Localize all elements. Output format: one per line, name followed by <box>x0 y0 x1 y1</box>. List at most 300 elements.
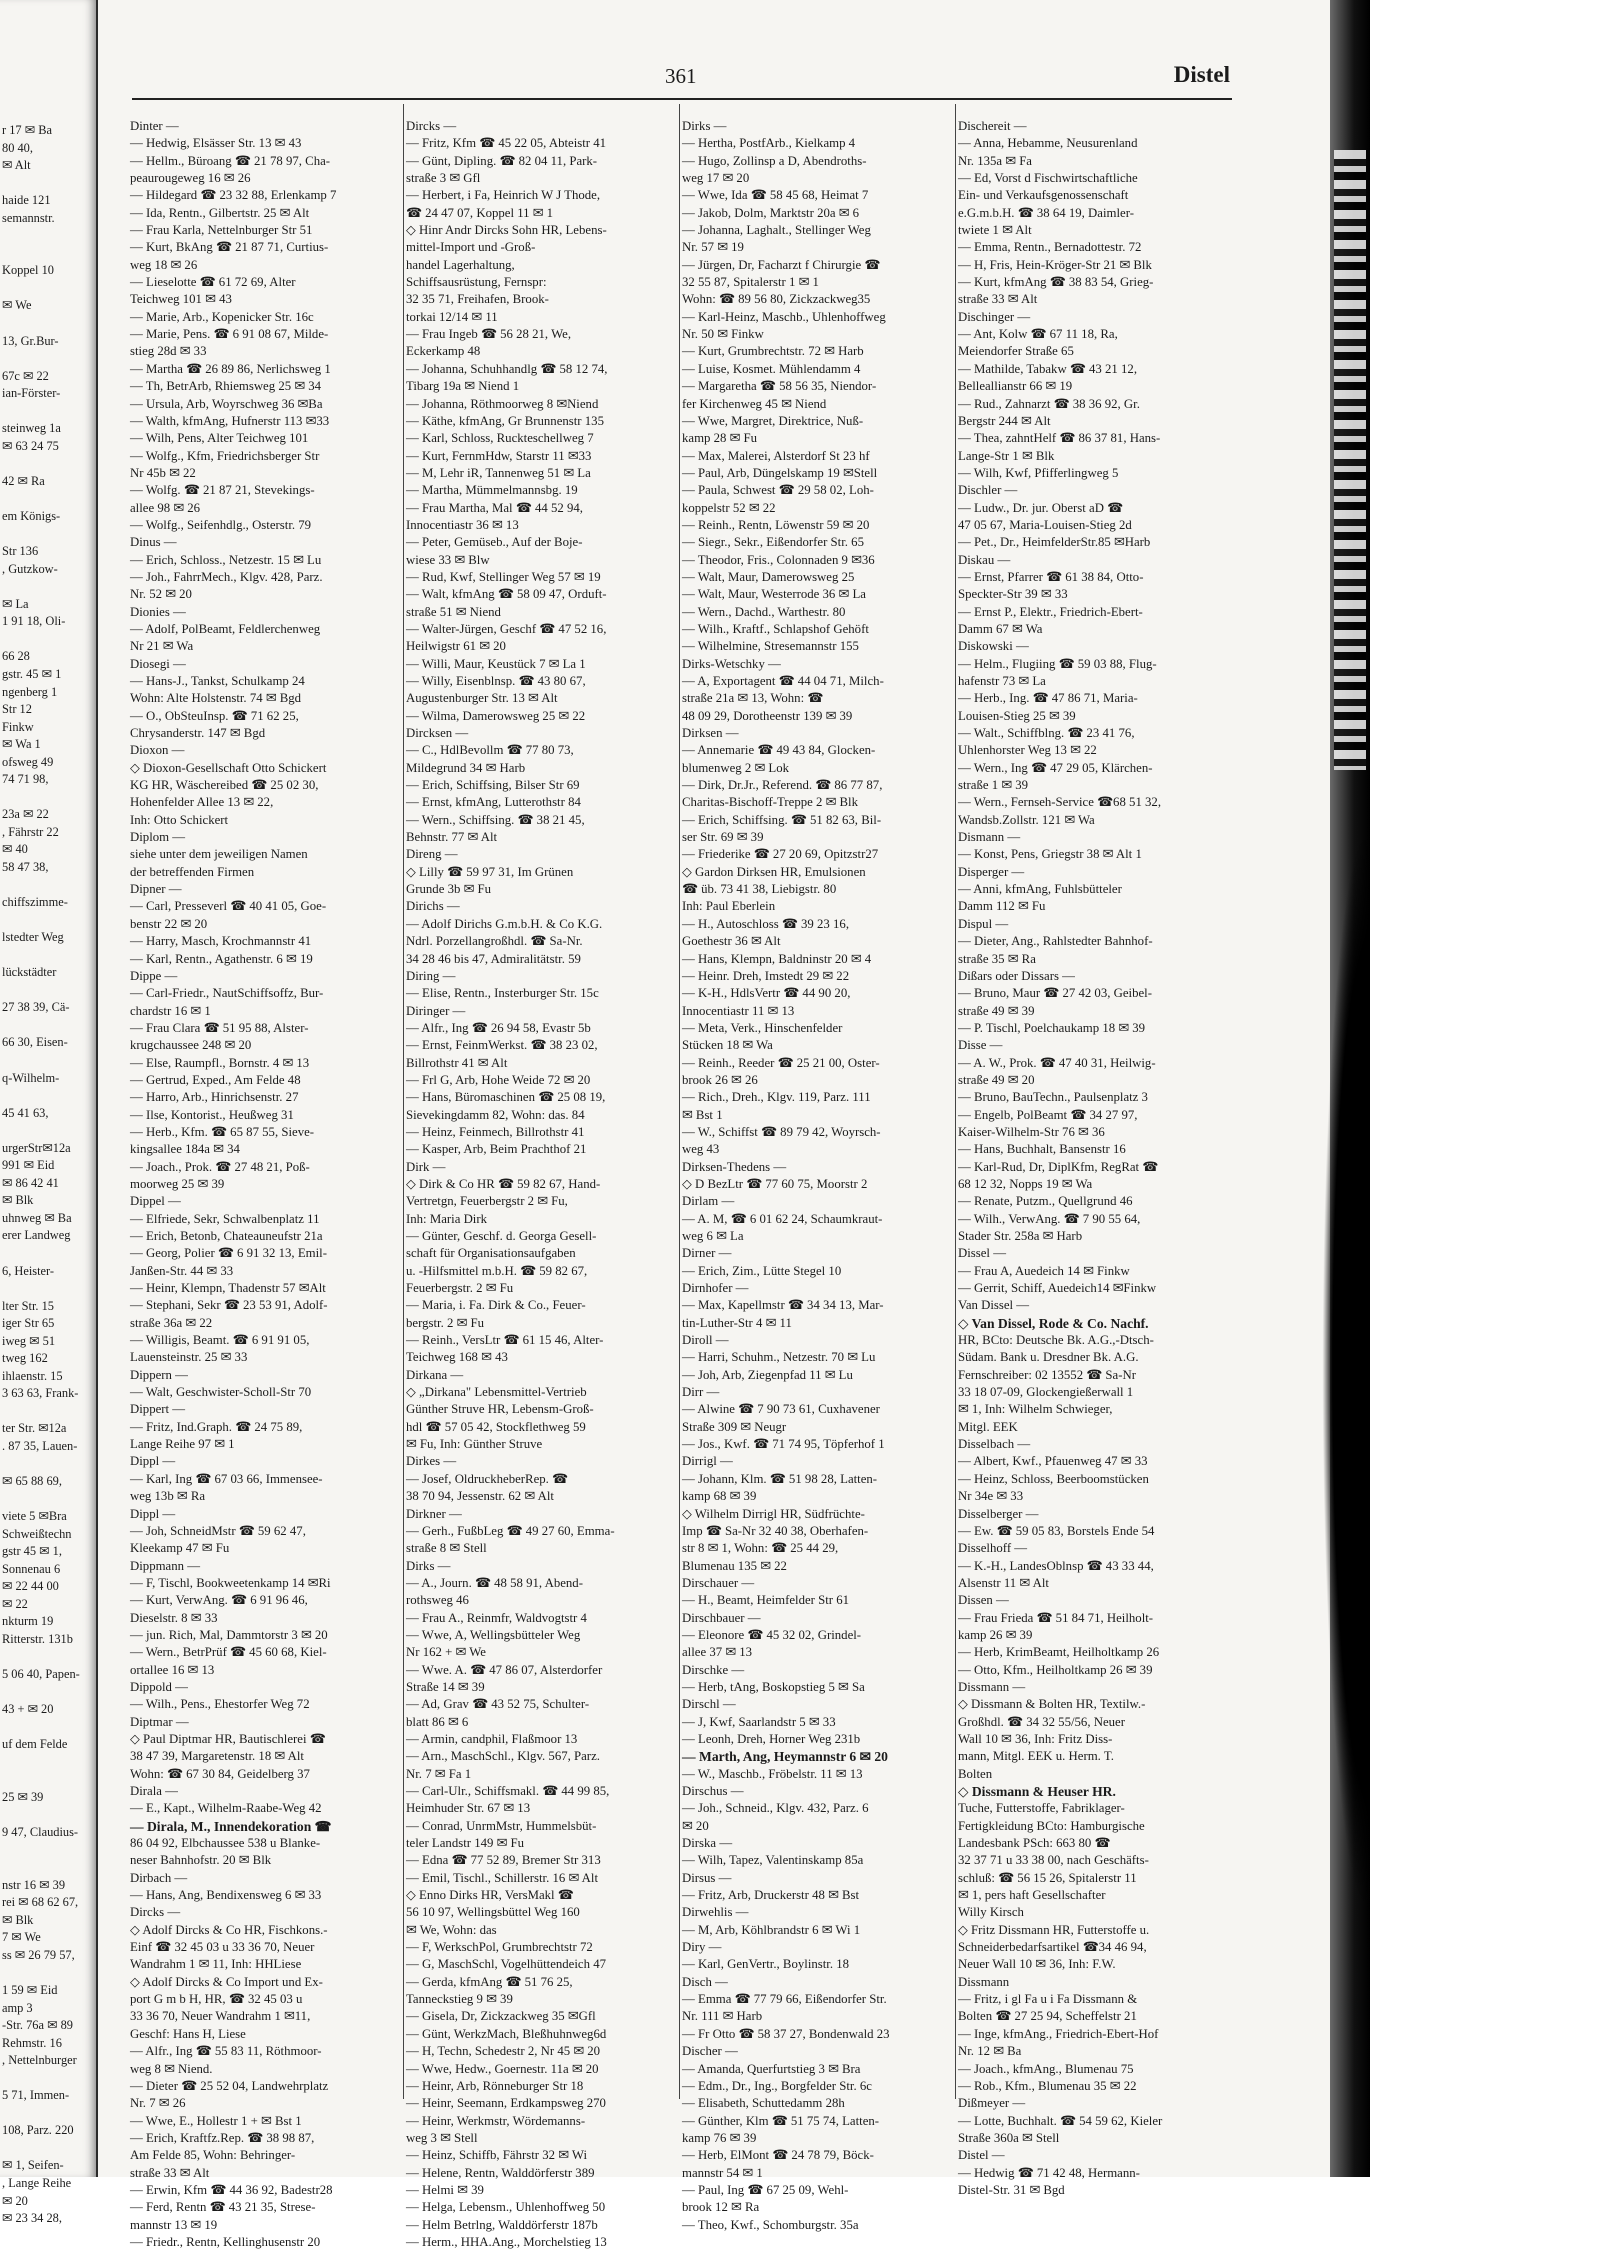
previous-page-line: q-Wilhelm- <box>2 1070 60 1085</box>
directory-entry-line: Stader Str. 258a ✉ Harb <box>958 1229 1083 1243</box>
directory-entry-line: Louisen-Stieg 25 ✉ 39 <box>958 708 1076 723</box>
surname-heading: Dippl — <box>130 1454 176 1469</box>
surname-heading: Dippert — <box>130 1402 186 1417</box>
surname-heading: Diring — <box>406 968 456 983</box>
previous-page-line: 58 47 38, <box>2 859 49 874</box>
previous-page-line: Schweißtechn <box>2 1526 72 1541</box>
previous-page-line: 13, Gr.Bur- <box>2 333 59 348</box>
previous-page-line <box>0 490 96 508</box>
directory-entry-line: — Joh., FahrrMech., Klgv. 428, Parz. <box>130 569 323 584</box>
directory-entry-line: — Hertha, PostfArb., Kielkamp 4 <box>682 136 856 151</box>
previous-page-line: urgerStr✉12a <box>2 1140 71 1155</box>
directory-entry-line: 68 12 32, Nopps 19 ✉ Wa <box>958 1176 1093 1191</box>
column-divider <box>955 104 956 2099</box>
previous-page-line: 5 71, Immen- <box>2 2088 70 2103</box>
directory-entry-line: kamp 26 ✉ 39 <box>958 1627 1033 1642</box>
previous-page-line <box>0 315 96 333</box>
previous-page-line: em Königs- <box>2 509 61 524</box>
directory-entry-line: — Joh, Arb, Ziegenpfad 11 ✉ Lu <box>682 1367 853 1382</box>
directory-entry-line: — Walter-Jürgen, Geschf ☎ 47 52 16, <box>406 621 607 636</box>
directory-entry-line: Nr. 7 ✉ 26 <box>130 2096 186 2111</box>
directory-entry-line: wiese 33 ✉ Blw <box>406 552 490 567</box>
directory-entry-line: — Rob., Kfm., Blumenau 35 ✉ 22 <box>958 2078 1137 2093</box>
directory-entry-line: — Wern., Ing ☎ 47 29 05, Klärchen- <box>958 760 1153 775</box>
previous-page-line <box>0 1052 96 1070</box>
directory-entry-line: Kleekamp 47 ✉ Fu <box>130 1541 230 1556</box>
directory-entry-line: — Max, Malerei, Alsterdorf St 23 hf <box>682 448 870 463</box>
directory-entry-line: Am Felde 85, Wohn: Behringer- <box>130 2148 296 2163</box>
directory-entry-line: schaft für Organisationsaufgaben <box>406 1246 576 1261</box>
previous-page-line <box>0 1122 96 1140</box>
directory-entry-line: — Ernst, Pfarrer ☎ 61 38 84, Otto- <box>958 569 1144 584</box>
directory-entry-line: ✉ 1, pers haft Gesellschafter <box>958 1888 1106 1903</box>
directory-entry-line: — Arn., MaschSchl., Klgv. 567, Parz. <box>406 1749 600 1764</box>
directory-entry-line: — Günt, WerkzMach, Bleßhuhnweg6d <box>406 2026 607 2041</box>
directory-entry-line: weg 3 ✉ Stell <box>406 2130 478 2145</box>
directory-entry-line: — F, WerkschPol, Grumbrechtstr 72 <box>406 1940 593 1955</box>
previous-page-line: gstr. 45 ✉ 1 <box>2 666 62 681</box>
surname-heading: Disperger — <box>958 864 1025 879</box>
surname-heading: Diroll — <box>682 1333 729 1348</box>
directory-entry-line: — H, Techn, Schedestr 2, Nr 45 ✉ 20 <box>406 2044 601 2059</box>
directory-column-3 <box>682 118 954 2232</box>
directory-entry-line: — Herm., HHA.Ang., Morchelstieg 13 <box>406 2234 607 2249</box>
directory-entry-line: — Else, Raumpfl., Bornstr. 4 ✉ 13 <box>130 1055 310 1070</box>
surname-heading: Dissel — <box>958 1246 1006 1261</box>
surname-heading: Dischler — <box>958 483 1018 498</box>
previous-page-line: , Nettelnburger <box>2 2053 77 2068</box>
directory-entry-line: — Conrad, UnrmMstr, Hummelsbüt- <box>406 1818 597 1833</box>
directory-entry-line: u. -Hilfsmittel m.b.H. ☎ 59 82 67, <box>406 1263 588 1278</box>
directory-entry-line: — W., Schiffst ☎ 89 79 42, Woyrsch- <box>682 1124 881 1139</box>
directory-entry-line: — Wwe, Hedw., Goernestr. 11a ✉ 20 <box>406 2061 599 2076</box>
directory-entry-line: — Elise, Rentn., Insterburger Str. 15c <box>406 986 599 1001</box>
directory-entry-line: — Otto, Kfm., Heilholtkamp 26 ✉ 39 <box>958 1662 1153 1677</box>
surname-heading: Diskau — <box>958 552 1011 567</box>
directory-entry-line: — G, MaschSchl, Vogelhüttendeich 47 <box>406 1957 606 1972</box>
directory-entry-line: — Hans, Klempn, Baldninstr 20 ✉ 4 <box>682 951 872 966</box>
previous-page-line: ✉ La <box>2 596 29 611</box>
previous-page-line: erer Landweg <box>2 1228 71 1243</box>
directory-entry-line: Damm 112 ✉ Fu <box>958 899 1046 914</box>
directory-entry-line: — Ludw., Dr. jur. Oberst aD ☎ <box>958 500 1124 515</box>
previous-page-line: Ritterstr. 131b <box>2 1632 73 1647</box>
directory-entry-line: Nr 21 ✉ Wa <box>130 639 194 654</box>
directory-entry-line: — Harro, Arb., Hinrichsenstr. 27 <box>130 1090 299 1105</box>
directory-entry-line: — Frau A, Auedeich 14 ✉ Finkw <box>958 1263 1130 1278</box>
directory-entry-line: — Heinr. Dreh, Imstedt 29 ✉ 22 <box>682 968 850 983</box>
directory-entry-line: Straße 14 ✉ 39 <box>406 1679 485 1694</box>
directory-entry-line: Distel-Str. 31 ✉ Bgd <box>958 2182 1065 2197</box>
directory-entry-line: 33 36 70, Neuer Wandrahm 1 ✉11, <box>130 2009 311 2024</box>
directory-entry-line: Nr. 57 ✉ 19 <box>682 240 744 255</box>
directory-entry-line: 86 04 92, Elbchaussee 538 u Blanke- <box>130 1836 321 1851</box>
previous-page-line <box>0 1087 96 1105</box>
surname-heading: Dirks — <box>682 119 727 133</box>
previous-page-line: 27 38 39, Cä- <box>2 1000 70 1015</box>
surname-heading: Dirwehlis — <box>682 1905 749 1920</box>
directory-entry-line: — Heinz, Feinmech, Billrothstr 41 <box>406 1124 585 1139</box>
directory-entry-line: e.G.m.b.H. ☎ 38 64 19, Daimler- <box>958 205 1134 220</box>
directory-entry-line: Stücken 18 ✉ Wa <box>682 1038 773 1053</box>
directory-entry-line: Schiffsausrüstung, Fernspr: <box>406 275 547 290</box>
directory-entry-line: kamp 76 ✉ 39 <box>682 2130 757 2145</box>
surname-heading: Dirsus — <box>682 1870 732 1885</box>
previous-page-line <box>0 2140 96 2158</box>
previous-page-line <box>0 1859 96 1877</box>
previous-page-line: lstedter Weg <box>2 930 64 945</box>
previous-page-line <box>0 1649 96 1667</box>
directory-entry-line: chardstr 16 ✉ 1 <box>130 1003 211 1018</box>
directory-entry-line: Neuer Wall 10 ✉ 36, Inh: F.W. <box>958 1957 1116 1972</box>
previous-page-line: 23a ✉ 22 <box>2 807 49 822</box>
directory-entry-line: — Dirk, Dr.Jr., Referend. ☎ 86 77 87, <box>682 778 883 793</box>
directory-entry-line: — A., Journ. ☎ 48 58 91, Abend- <box>406 1575 583 1590</box>
directory-entry-line: — J, Kwf, Saarlandstr 5 ✉ 33 <box>682 1714 836 1729</box>
directory-entry-line: mannstr 54 ✉ 1 <box>682 2165 763 2180</box>
directory-entry-line: — Pet., Dr., HeimfelderStr.85 ✉Harb <box>958 535 1151 550</box>
directory-entry-line: Lauensteinstr. 25 ✉ 33 <box>130 1350 248 1365</box>
surname-heading: Dirks — <box>406 1558 451 1573</box>
directory-entry-line: — Joach., Prok. ☎ 27 48 21, Poß- <box>130 1159 310 1174</box>
directory-entry-line: — Günter, Geschf. d. Georga Gesell- <box>406 1229 597 1243</box>
directory-entry-line: Behnstr. 77 ✉ Alt <box>406 830 498 845</box>
surname-heading: Discher — <box>682 2044 738 2059</box>
directory-entry-line: Nr 34e ✉ 33 <box>958 1489 1024 1504</box>
surname-heading: Dirkana — <box>406 1367 464 1382</box>
directory-entry-line: — Gerda, kfmAng ☎ 51 76 25, <box>406 1974 573 1989</box>
directory-entry-line: — F, Tischl, Bookweetenkamp 14 ✉Ri <box>130 1575 331 1590</box>
directory-entry-line: — Wolfg., Kfm, Friedrichsberger Str <box>130 448 320 463</box>
directory-entry-line: — Emma ☎ 77 79 66, Eißendorfer Str. <box>682 1992 887 2007</box>
directory-entry-line: — Adolf, PolBeamt, Feldlerchenweg <box>130 621 321 636</box>
directory-entry-line: Wohn: ☎ 67 30 84, Geidelberg 37 <box>130 1766 310 1781</box>
directory-entry-line: bergstr. 2 ✉ Fu <box>406 1315 485 1330</box>
surname-heading: Dischinger — <box>958 309 1031 324</box>
directory-entry-line: — Walt, Maur, Damerowsweg 25 <box>682 569 855 584</box>
directory-entry-line: blatt 86 ✉ 6 <box>406 1714 469 1729</box>
directory-entry-line: — Friederike ☎ 27 20 69, Opitzstr27 <box>682 847 879 862</box>
directory-entry-line: — Frau Martha, Mal ☎ 44 52 94, <box>406 500 583 515</box>
surname-heading: Dißmeyer — <box>958 2096 1026 2111</box>
surname-heading: Dirska — <box>682 1836 733 1851</box>
directory-entry-line: Tuche, Futterstoffe, Fabriklager- <box>958 1801 1125 1816</box>
directory-entry-line: ◇ Enno Dirks HR, VersMakl ☎ <box>406 1888 574 1903</box>
directory-entry-line: straße 33 ✉ Alt <box>130 2165 210 2180</box>
previous-page-line: 66 30, Eisen- <box>2 1035 68 1050</box>
directory-entry-line: — Helm., Flugiing ☎ 59 03 88, Flug- <box>958 656 1157 671</box>
surname-heading: Dirala — <box>130 1784 178 1798</box>
directory-entry-line: Günther Struve HR, Lebensm-Groß- <box>406 1402 594 1417</box>
previous-page-line <box>0 227 96 245</box>
surname-heading: Dirks-Wetschky — <box>682 656 781 671</box>
column-divider <box>679 104 680 2099</box>
directory-entry-line: Janßen-Str. 44 ✉ 33 <box>130 1263 234 1278</box>
previous-page-line <box>0 1807 96 1825</box>
directory-entry-line: 38 47 39, Margaretenstr. 18 ✉ Alt <box>130 1749 304 1764</box>
directory-entry-line: — Wern., Schiffsing. ☎ 38 21 45, <box>406 812 585 827</box>
surname-heading: Dippe — <box>130 968 178 983</box>
directory-entry-line: — Ursula, Arb, Woyrschweg 36 ✉Ba <box>130 396 323 411</box>
directory-entry-line: — Anna, Hebamme, Neusurenland <box>958 136 1138 151</box>
directory-entry-line: — Kasper, Arb, Beim Prachthof 21 <box>406 1142 587 1157</box>
directory-entry-line: — Wilh., Kraftf., Schlapshof Gehöft <box>682 621 869 636</box>
directory-entry-line: str 8 ✉ 1, Wohn: ☎ 25 44 29, <box>682 1541 839 1556</box>
surname-heading: Dionies — <box>130 604 186 619</box>
directory-entry-line: ✉ Bst 1 <box>682 1107 723 1122</box>
directory-entry-line: — Ferd, Rentn ☎ 43 21 35, Strese- <box>130 2200 316 2215</box>
directory-entry-line: — K.-H., LandesOblnsp ☎ 43 33 44, <box>958 1558 1154 1573</box>
directory-entry-line: — Rich., Dreh., Klgv. 119, Parz. 111 <box>682 1090 871 1105</box>
previous-page-line <box>0 789 96 807</box>
previous-page-line: 991 ✉ Eid <box>2 1158 55 1173</box>
directory-entry-line: — Wwe, Margret, Direktrice, Nuß- <box>682 413 864 428</box>
directory-entry-line: — Wolfg., Seifenhdlg., Osterstr. 79 <box>130 517 312 532</box>
previous-page-line: uf dem Felde <box>2 1737 68 1752</box>
directory-entry-line: Grunde 3b ✉ Fu <box>406 882 492 897</box>
previous-page-line: uhnweg ✉ Ba <box>2 1210 72 1225</box>
directory-entry-line: — Karl-Heinz, Maschb., Uhlenhoffweg <box>682 309 886 324</box>
previous-page-line <box>0 631 96 649</box>
directory-entry-line: — Ilse, Kontorist., Heußweg 31 <box>130 1107 294 1122</box>
surname-heading: Dippel — <box>130 1194 181 1209</box>
directory-entry-line: Inh: Otto Schickert <box>130 812 229 827</box>
directory-entry-line: kamp 28 ✉ Fu <box>682 431 758 446</box>
surname-heading: Disch — <box>682 1974 728 1989</box>
previous-page-line <box>0 1719 96 1737</box>
surname-heading: Diskowski — <box>958 639 1029 654</box>
directory-entry-line: — Inge, kfmAng., Friedrich-Ebert-Hof <box>958 2026 1159 2041</box>
directory-entry-line: — Kurt, FernmHdw, Starstr 11 ✉33 <box>406 448 592 463</box>
directory-entry-line: 32 55 87, Spitalerstr 1 ✉ 1 <box>682 275 819 290</box>
directory-entry-line: — H, Fris, Hein-Kröger-Str 21 ✉ Blk <box>958 257 1152 272</box>
directory-entry-line: Straße 360a ✉ Stell <box>958 2130 1060 2145</box>
directory-entry-line: — Herb, ElMont ☎ 24 78 79, Böck- <box>682 2148 874 2163</box>
directory-entry-line: — Erich, Schiffsing, Bilser Str 69 <box>406 778 580 793</box>
directory-entry-line: — Helmi ✉ 39 <box>406 2182 484 2197</box>
surname-heading: Dircks — <box>406 119 457 133</box>
directory-entry-line: — Th, BetrArb, Rhiemsweg 25 ✉ 34 <box>130 379 322 394</box>
directory-entry-line: — Reinh., Rentn, Löwenstr 59 ✉ 20 <box>682 517 870 532</box>
directory-entry-line: Feuerbergstr. 2 ✉ Fu <box>406 1281 514 1296</box>
previous-page-line: ✉ Wa 1 <box>2 737 41 752</box>
previous-page-line <box>0 1017 96 1035</box>
directory-entry-line: ◇ „Dirkana" Lebensmittel-Vertrieb <box>406 1385 587 1400</box>
directory-entry-line: peaurougeweg 16 ✉ 26 <box>130 171 251 186</box>
directory-entry-line: — Konst, Pens, Griegstr 38 ✉ Alt 1 <box>958 847 1142 862</box>
directory-entry-line: straße 35 ✉ Ra <box>958 951 1036 966</box>
surname-heading: Dirksen-Thedens — <box>682 1159 787 1174</box>
directory-entry-line: — Wwe, E., Hollestr 1 + ✉ Bst 1 <box>130 2113 302 2128</box>
previous-page-line: ✉ 20 <box>2 2193 28 2208</box>
directory-entry-line: — Frau A., Reinmfr, Waldvogtstr 4 <box>406 1610 587 1625</box>
directory-entry-line: — Thea, zahntHelf ☎ 86 37 81, Hans- <box>958 431 1161 446</box>
directory-entry-line: — Joh, SchneidMstr ☎ 59 62 47, <box>130 1523 306 1538</box>
directory-entry-line: torkai 12/14 ✉ 11 <box>406 309 498 324</box>
directory-entry-line: — Wilh., Pens., Ehestorfer Weg 72 <box>130 1697 310 1712</box>
directory-entry-line: straße 36a ✉ 22 <box>130 1315 213 1330</box>
directory-entry-line: — Frau Frieda ☎ 51 84 71, Heilholt- <box>958 1610 1154 1625</box>
surname-heading: Dirschke — <box>682 1662 745 1677</box>
previous-page-line: 1 59 ✉ Eid <box>2 1982 58 1997</box>
directory-entry-line: — Wwe. A. ☎ 47 86 07, Alsterdorfer <box>406 1662 603 1677</box>
directory-entry-line: — Wilh, Pens, Alter Teichweg 101 <box>130 431 309 446</box>
directory-entry-line: — Wolfg. ☎ 21 87 21, Stevekings- <box>130 483 315 498</box>
directory-entry-line: — Karl, Ing ☎ 67 03 66, Immensee- <box>130 1471 323 1486</box>
directory-entry-line: — Jakob, Dolm, Marktstr 20a ✉ 6 <box>682 205 860 220</box>
directory-entry-line: handel Lagerhaltung, <box>406 257 515 272</box>
surname-heading: Disselberger — <box>958 1506 1039 1521</box>
previous-page-line <box>0 1964 96 1982</box>
directory-entry-line: ◇ Dioxon-Gesellschaft Otto Schickert <box>130 760 327 775</box>
surname-heading: Dipner — <box>130 882 182 897</box>
directory-entry-line: neser Bahnhofstr. 20 ✉ Blk <box>130 1853 272 1868</box>
previous-page-line: 5 06 40, Papen- <box>2 1667 80 1682</box>
previous-page-line: 25 ✉ 39 <box>2 1789 44 1804</box>
directory-entry-line: Sievekingdamm 82, Wohn: das. 84 <box>406 1107 585 1122</box>
previous-page-line: Finkw <box>2 719 34 734</box>
directory-entry-line: Nr 45b ✉ 22 <box>130 465 196 480</box>
previous-page-line: iger Str 65 <box>2 1316 55 1331</box>
previous-page-line: , Fährstr 22 <box>2 824 59 839</box>
directory-entry-line: ◇ Gardon Dirksen HR, Emulsionen <box>682 864 866 879</box>
directory-entry-line: Kaiser-Wilhelm-Str 76 ✉ 36 <box>958 1124 1105 1139</box>
directory-entry-line: Wandrahm 1 ✉ 11, Inh: HHLiese <box>130 1957 302 1972</box>
directory-entry-line: — Erich, Schloss., Netzestr. 15 ✉ Lu <box>130 552 322 567</box>
previous-page-line <box>0 2070 96 2088</box>
directory-entry-line: — Ant, Kolw ☎ 67 11 18, Ra, <box>958 327 1118 342</box>
previous-page-line <box>0 912 96 930</box>
previous-page-line: 66 28 <box>2 649 30 664</box>
directory-entry-line: mannstr 13 ✉ 19 <box>130 2217 218 2232</box>
surname-heading: Disselhoff — <box>958 1541 1028 1556</box>
surname-heading: Diringer — <box>406 1003 466 1018</box>
directory-entry-line: Wandsb.Zollstr. 121 ✉ Wa <box>958 812 1095 827</box>
directory-entry-line: — Heinr, Seemann, Erdkampsweg 270 <box>406 2096 606 2111</box>
surname-heading: Diplom — <box>130 830 186 845</box>
directory-entry-line: Dissmann <box>958 1974 1010 1989</box>
directory-entry-line: — Walt, kfmAng ☎ 58 09 47, Orduft- <box>406 587 607 602</box>
surname-heading: Dirnhofer — <box>682 1281 749 1296</box>
previous-page-line: 7 ✉ We <box>2 1930 41 1945</box>
previous-page-line: nkturm 19 <box>2 1614 54 1629</box>
directory-entry-line: Mildegrund 34 ✉ Harb <box>406 760 526 775</box>
directory-entry-line: Dieselstr. 8 ✉ 33 <box>130 1610 218 1625</box>
directory-entry-line: — Elisabeth, Schuttedamm 28h <box>682 2096 845 2111</box>
directory-entry-line: ◇ Fritz Dissmann HR, Futterstoffe u. <box>958 1922 1150 1937</box>
directory-entry-line: Ndrl. Porzellangroßhdl. ☎ Sa-Nr. <box>406 934 583 949</box>
directory-entry-line: benstr 22 ✉ 20 <box>130 916 208 931</box>
directory-entry-line: — Marie, Arb., Kopenicker Str. 16c <box>130 309 314 324</box>
directory-entry-line: Speckter-Str 39 ✉ 33 <box>958 587 1068 602</box>
directory-entry-line: 33 18 07-09, Glockengießerwall 1 <box>958 1385 1134 1400</box>
directory-entry-line: — Hans, Ang, Bendixensweg 6 ✉ 33 <box>130 1888 322 1903</box>
directory-entry-line: Ein- und Verkaufsgenossenschaft <box>958 188 1129 203</box>
directory-entry-line: — Kurt, BkAng ☎ 21 87 71, Curtius- <box>130 240 329 255</box>
previous-page-line <box>0 2105 96 2123</box>
directory-entry-line: ☎ üb. 73 41 38, Liebigstr. 80 <box>682 882 837 897</box>
directory-entry-line: Uhlenhorster Weg 13 ✉ 22 <box>958 743 1097 758</box>
directory-entry-line: ◇ Adolf Dircks & Co Import und Ex- <box>130 1974 323 1989</box>
surname-heading: Dischereit — <box>958 119 1027 133</box>
directory-entry-line: — W., Maschb., Fröbelstr. 11 ✉ 13 <box>682 1766 863 1781</box>
directory-entry-line: — Gerrit, Schiff, Auedeich14 ✉Finkw <box>958 1281 1157 1296</box>
directory-entry-line: — Heinr, Werkmstr, Wördemanns- <box>406 2113 586 2128</box>
surname-heading: Dirrigl — <box>682 1454 733 1469</box>
directory-entry-line: kamp 68 ✉ 39 <box>682 1489 757 1504</box>
surname-heading: Diry — <box>682 1940 722 1955</box>
directory-entry-line: tin-Luther-Str 4 ✉ 11 <box>682 1315 792 1330</box>
previous-page-line: chiffszimme- <box>2 895 68 910</box>
directory-entry-line: Hohenfelder Allee 13 ✉ 22, <box>130 795 274 810</box>
directory-entry-line: — Johanna, Schuhhandlg ☎ 58 12 74, <box>406 361 608 376</box>
directory-entry-line: — Heinz, Schloss, Beerboomstücken <box>958 1471 1149 1486</box>
directory-entry-line: Großhdl. ☎ 34 32 55/56, Neuer <box>958 1714 1125 1729</box>
surname-heading: Diosegi — <box>130 656 186 671</box>
directory-entry-line: Augustenburger Str. 13 ✉ Alt <box>406 691 558 706</box>
surname-heading: Dirkner — <box>406 1506 462 1521</box>
previous-page-line: Koppel 10 <box>2 263 54 278</box>
directory-entry-line: — Ew. ☎ 59 05 83, Borstels Ende 54 <box>958 1523 1155 1538</box>
directory-entry-line: — Willigis, Beamt. ☎ 6 91 91 05, <box>130 1333 310 1348</box>
previous-page-line: ss ✉ 26 79 57, <box>2 1947 75 1962</box>
directory-entry-line: — Annemarie ☎ 49 43 84, Glocken- <box>682 743 876 758</box>
surname-heading: Dirichs — <box>406 899 460 914</box>
directory-entry-line: Nr. 7 ✉ Fa 1 <box>406 1766 472 1781</box>
previous-page-line <box>0 1491 96 1509</box>
previous-page-line: Rehmstr. 16 <box>2 2035 62 2050</box>
previous-page-edge <box>0 0 98 2226</box>
directory-entry-line: straße 49 ✉ 39 <box>958 1003 1035 1018</box>
directory-entry-line: Tanneckstieg 9 ✉ 39 <box>406 1992 513 2007</box>
previous-page-line <box>0 982 96 1000</box>
directory-entry-line: — Hildegard ☎ 23 32 88, Erlenkamp 7 <box>130 188 337 203</box>
directory-entry-line: — Paula, Schwest ☎ 29 58 02, Loh- <box>682 483 874 498</box>
directory-entry-line: — Paul, Arb, Düngelskamp 19 ✉Stell <box>682 465 878 480</box>
directory-entry-line: — Helga, Lebensm., Uhlenhoffweg 50 <box>406 2200 606 2215</box>
directory-entry-line: — Wilma, Damerowsweg 25 ✉ 22 <box>406 708 586 723</box>
directory-entry-line: ◇ Dissmann & Bolten HR, Textilw.- <box>958 1697 1146 1712</box>
previous-page-line: . 87 35, Lauen- <box>2 1439 78 1454</box>
previous-page-line <box>0 1456 96 1474</box>
surname-heading: Dircks — <box>130 1905 181 1920</box>
directory-entry-line: — Heinr, Klempn, Thadenstr 57 ✉Alt <box>130 1281 326 1296</box>
surname-heading: Disselbach — <box>958 1437 1031 1452</box>
previous-page-line: Str 136 <box>2 544 39 559</box>
surname-heading: Dirlam — <box>682 1194 735 1209</box>
directory-entry-line: — Wilhelmine, Stresemannstr 155 <box>682 639 859 654</box>
directory-entry-line: — Carl-Friedr., NautSchiffsoffz, Bur- <box>130 986 324 1001</box>
directory-entry-line: — Harri, Schuhm., Netzestr. 70 ✉ Lu <box>682 1350 876 1365</box>
directory-entry-line: — Elfriede, Sekr, Schwalbenplatz 11 <box>130 1211 320 1226</box>
directory-entry-line: — Engelb, PolBeamt ☎ 34 27 97, <box>958 1107 1138 1122</box>
directory-entry-line: — Johanna, Laghalt., Stellinger Weg <box>682 223 871 238</box>
directory-entry-line: — M, Lehr iR, Tannenweg 51 ✉ La <box>406 465 591 480</box>
directory-entry-line: — Walt., Schiffblng. ☎ 23 41 76, <box>958 726 1135 741</box>
directory-entry-line: — Joach., kfmAng., Blumenau 75 <box>958 2061 1134 2076</box>
directory-entry-line: straße 1 ✉ 39 <box>958 778 1029 793</box>
previous-page-line: r 17 ✉ Ba <box>2 123 52 137</box>
directory-entry-line: ◇ Van Dissel, Rode & Co. Nachf. <box>958 1315 1149 1331</box>
directory-entry-line: Meiendorfer Straße 65 <box>958 344 1074 359</box>
directory-entry-line: allee 37 ✉ 13 <box>682 1645 753 1660</box>
surname-heading: Dinter — <box>130 119 179 133</box>
directory-entry-line: — Walt, Maur, Westerrode 36 ✉ La <box>682 587 866 602</box>
directory-entry-line: — Alfr., Ing ☎ 26 94 58, Evastr 5b <box>406 1020 591 1035</box>
surname-heading: Dissmann — <box>958 1679 1026 1694</box>
directory-entry-line: — Bruno, Maur ☎ 27 42 03, Geibel- <box>958 986 1153 1001</box>
directory-entry-line: straße 33 ✉ Alt <box>958 292 1038 307</box>
